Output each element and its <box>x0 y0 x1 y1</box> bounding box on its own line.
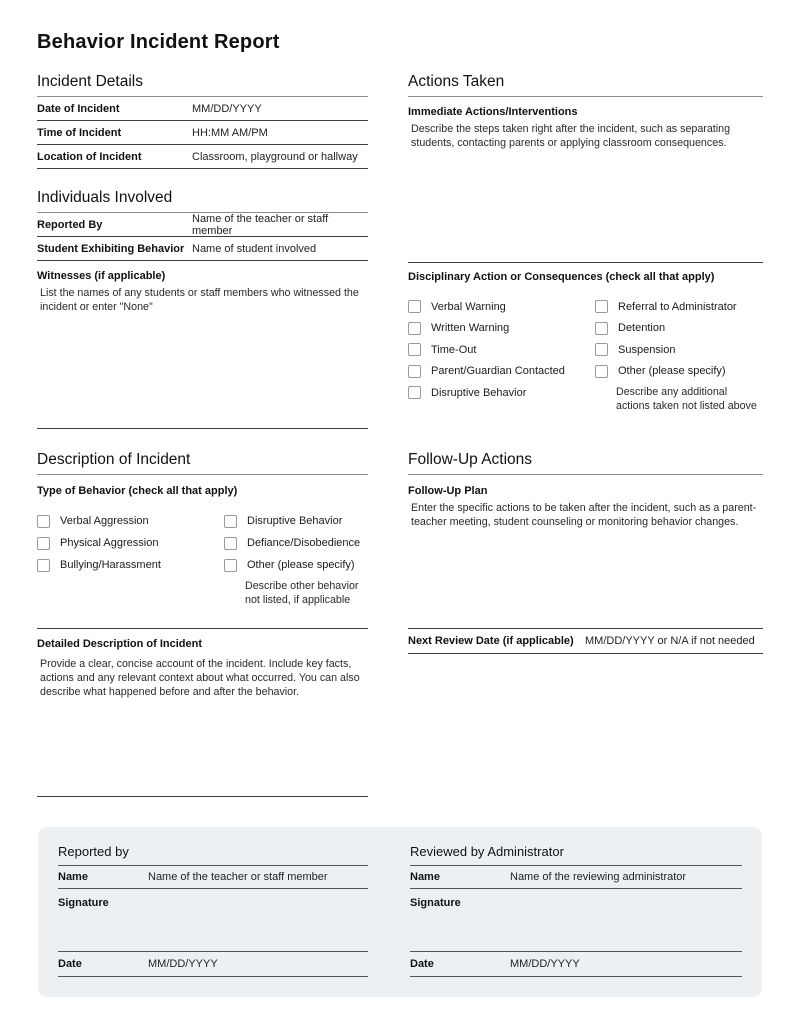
checkbox-label: Disruptive Behavior <box>431 386 527 399</box>
type-of-behavior-label: Type of Behavior (check all that apply) <box>37 485 238 497</box>
next-review-date-value[interactable]: MM/DD/YYYY or N/A if not needed <box>585 635 755 647</box>
checkbox-row-other-action <box>595 361 763 383</box>
checkbox-label: Other (please specify) <box>247 559 355 571</box>
witnesses-hint: List the names of any students or staff members who witnessed the incident or enter "None" <box>40 287 359 313</box>
checkbox-row-bullying-harassment <box>37 554 224 576</box>
date-of-incident-label: Date of Incident <box>37 102 120 115</box>
checkbox-row-disruptive-behavior-action <box>408 382 595 404</box>
next-review-date-label: Next Review Date (if applicable) <box>408 635 574 647</box>
reviewed-by-signature-block <box>410 843 742 977</box>
written-warning-checkbox[interactable] <box>408 322 421 335</box>
checkbox-label: Referral to Administrator <box>618 300 737 313</box>
follow-up-plan-input-area[interactable] <box>408 529 763 609</box>
checkbox-label: Bullying/Harassment <box>60 559 161 571</box>
checkbox-label: Parent/Guardian Contacted <box>431 365 565 378</box>
parent-guardian-contacted-checkbox[interactable] <box>408 365 421 378</box>
witnesses-label: Witnesses (if applicable) <box>37 270 166 282</box>
checkbox-label: Verbal Aggression <box>60 515 149 527</box>
section-next-review-date <box>408 628 763 654</box>
defiance-disobedience-checkbox[interactable] <box>224 537 237 550</box>
bullying-harassment-checkbox[interactable] <box>37 559 50 572</box>
checkbox-row-verbal-aggression <box>37 510 224 532</box>
reporter-name-label: Name <box>58 871 88 883</box>
reviewer-name-value[interactable]: Name of the reviewing administrator <box>510 871 687 883</box>
location-of-incident-label: Location of Incident <box>37 150 142 163</box>
section-actions-taken <box>408 72 763 250</box>
verbal-aggression-checkbox[interactable] <box>37 515 50 528</box>
next-review-date-row <box>408 628 763 654</box>
reporter-name-row <box>58 866 368 889</box>
incident-details-heading: Incident Details <box>37 72 368 97</box>
reported-by-row <box>37 213 368 237</box>
checkbox-row-defiance-disobedience <box>224 532 368 554</box>
immediate-actions-input-area[interactable] <box>408 150 763 250</box>
checkbox-row-time-out <box>408 339 595 361</box>
date-of-incident-row <box>37 97 368 121</box>
signature-box <box>38 827 762 997</box>
follow-up-actions-heading: Follow-Up Actions <box>408 450 763 475</box>
reported-by-heading: Reported by <box>58 843 368 866</box>
physical-aggression-checkbox[interactable] <box>37 537 50 550</box>
student-exhibiting-behavior-label: Student Exhibiting Behavior <box>37 242 185 255</box>
reviewer-date-label: Date <box>410 958 434 970</box>
behavior-checkbox-col1 <box>37 510 224 607</box>
section-individuals-involved <box>37 188 368 429</box>
immediate-actions-label: Immediate Actions/Interventions <box>408 106 578 118</box>
reporter-date-label: Date <box>58 958 82 970</box>
detailed-description-hint: Provide a clear, concise account of the incident. Include key facts, actions and any relevant context about what occurred. You can also describe what happened before and after the behavior. <box>40 658 360 698</box>
reviewer-signature-label: Signature <box>410 897 461 909</box>
time-of-incident-row <box>37 121 368 145</box>
disciplinary-checkbox-col1 <box>408 296 595 413</box>
suspension-checkbox[interactable] <box>595 343 608 356</box>
verbal-warning-checkbox[interactable] <box>408 300 421 313</box>
reviewer-name-label: Name <box>410 871 440 883</box>
disciplinary-checkbox-columns <box>408 296 763 413</box>
behavior-checkbox-col2 <box>224 510 368 607</box>
checkbox-row-verbal-warning <box>408 296 595 318</box>
location-of-incident-row <box>37 145 368 169</box>
reported-by-value[interactable]: Name of the teacher or staff member <box>192 212 329 237</box>
follow-up-plan-label: Follow-Up Plan <box>408 485 488 497</box>
reporter-signature-area[interactable] <box>58 911 368 952</box>
time-out-checkbox[interactable] <box>408 343 421 356</box>
reported-by-label: Reported By <box>37 218 103 231</box>
date-of-incident-value[interactable]: MM/DD/YYYY <box>192 102 262 115</box>
reviewer-date-value[interactable]: MM/DD/YYYY <box>510 958 580 970</box>
reviewer-name-row <box>410 866 742 889</box>
page-title: Behavior Incident Report <box>37 31 280 53</box>
other-action-checkbox[interactable] <box>595 365 608 378</box>
actions-taken-heading: Actions Taken <box>408 72 763 97</box>
section-follow-up-actions <box>408 450 763 609</box>
behavior-checkbox-columns <box>37 510 368 607</box>
time-of-incident-value[interactable]: HH:MM AM/PM <box>192 126 268 139</box>
reviewed-by-heading: Reviewed by Administrator <box>410 843 742 866</box>
checkbox-label: Detention <box>618 322 666 335</box>
checkbox-label: Disruptive Behavior <box>247 515 343 527</box>
follow-up-plan-hint: Enter the specific actions to be taken after the incident, such as a parent-teacher meeting, student counseling or monitoring behavior changes. <box>411 502 757 528</box>
checkbox-label: Suspension <box>618 343 676 356</box>
disruptive-behavior-action-checkbox[interactable] <box>408 386 421 399</box>
reported-by-signature-block <box>58 843 368 977</box>
checkbox-row-physical-aggression <box>37 532 224 554</box>
referral-to-administrator-checkbox[interactable] <box>595 300 608 313</box>
section-incident-details <box>37 72 368 169</box>
checkbox-row-disruptive-behavior <box>224 510 368 532</box>
checkbox-row-referral-to-administrator <box>595 296 763 318</box>
disruptive-behavior-checkbox[interactable] <box>224 515 237 528</box>
checkbox-label: Verbal Warning <box>431 300 506 313</box>
disciplinary-action-label: Disciplinary Action or Consequences (check all that apply) <box>408 271 715 283</box>
student-exhibiting-behavior-value[interactable]: Name of student involved <box>192 242 317 255</box>
immediate-actions-hint: Describe the steps taken right after the incident, such as separating students, contacting parents or applying classroom consequences. <box>411 123 731 149</box>
reporter-date-row <box>58 952 368 977</box>
section-description-of-incident <box>37 450 368 607</box>
checkbox-label: Other (please specify) <box>618 365 726 378</box>
checkbox-label: Defiance/Disobedience <box>247 537 361 549</box>
detention-checkbox[interactable] <box>595 322 608 335</box>
checkbox-label: Time-Out <box>431 343 477 356</box>
detailed-description-label: Detailed Description of Incident <box>37 638 203 650</box>
checkbox-row-parent-guardian-contacted <box>408 361 595 383</box>
checkbox-label: Physical Aggression <box>60 537 159 549</box>
checkbox-label: Written Warning <box>431 322 510 335</box>
section-disciplinary-action <box>408 262 763 413</box>
reporter-date-value[interactable]: MM/DD/YYYY <box>148 958 218 970</box>
individuals-involved-heading: Individuals Involved <box>37 188 368 213</box>
detailed-description-input-area[interactable] <box>37 699 368 797</box>
checkbox-row-suspension <box>595 339 763 361</box>
student-exhibiting-behavior-row <box>37 237 368 261</box>
reporter-signature-label: Signature <box>58 897 109 909</box>
witnesses-input-area[interactable] <box>37 314 368 429</box>
other-behavior-checkbox[interactable] <box>224 559 237 572</box>
reporter-name-value[interactable]: Name of the teacher or staff member <box>148 871 328 883</box>
description-of-incident-heading: Description of Incident <box>37 450 368 475</box>
checkbox-row-written-warning <box>408 318 595 340</box>
section-detailed-description <box>37 628 368 797</box>
time-of-incident-label: Time of Incident <box>37 126 122 139</box>
location-of-incident-value[interactable]: Classroom, playground or hallway <box>192 150 358 163</box>
checkbox-row-other-behavior <box>224 554 368 576</box>
reviewer-signature-area[interactable] <box>410 911 742 952</box>
disciplinary-checkbox-col2 <box>595 296 763 413</box>
reviewer-date-row <box>410 952 742 977</box>
other-action-hint: Describe any additional actions taken not listed above <box>616 386 757 412</box>
checkbox-row-detention <box>595 318 763 340</box>
other-behavior-hint: Describe other behavior not listed, if applicable <box>245 580 359 606</box>
